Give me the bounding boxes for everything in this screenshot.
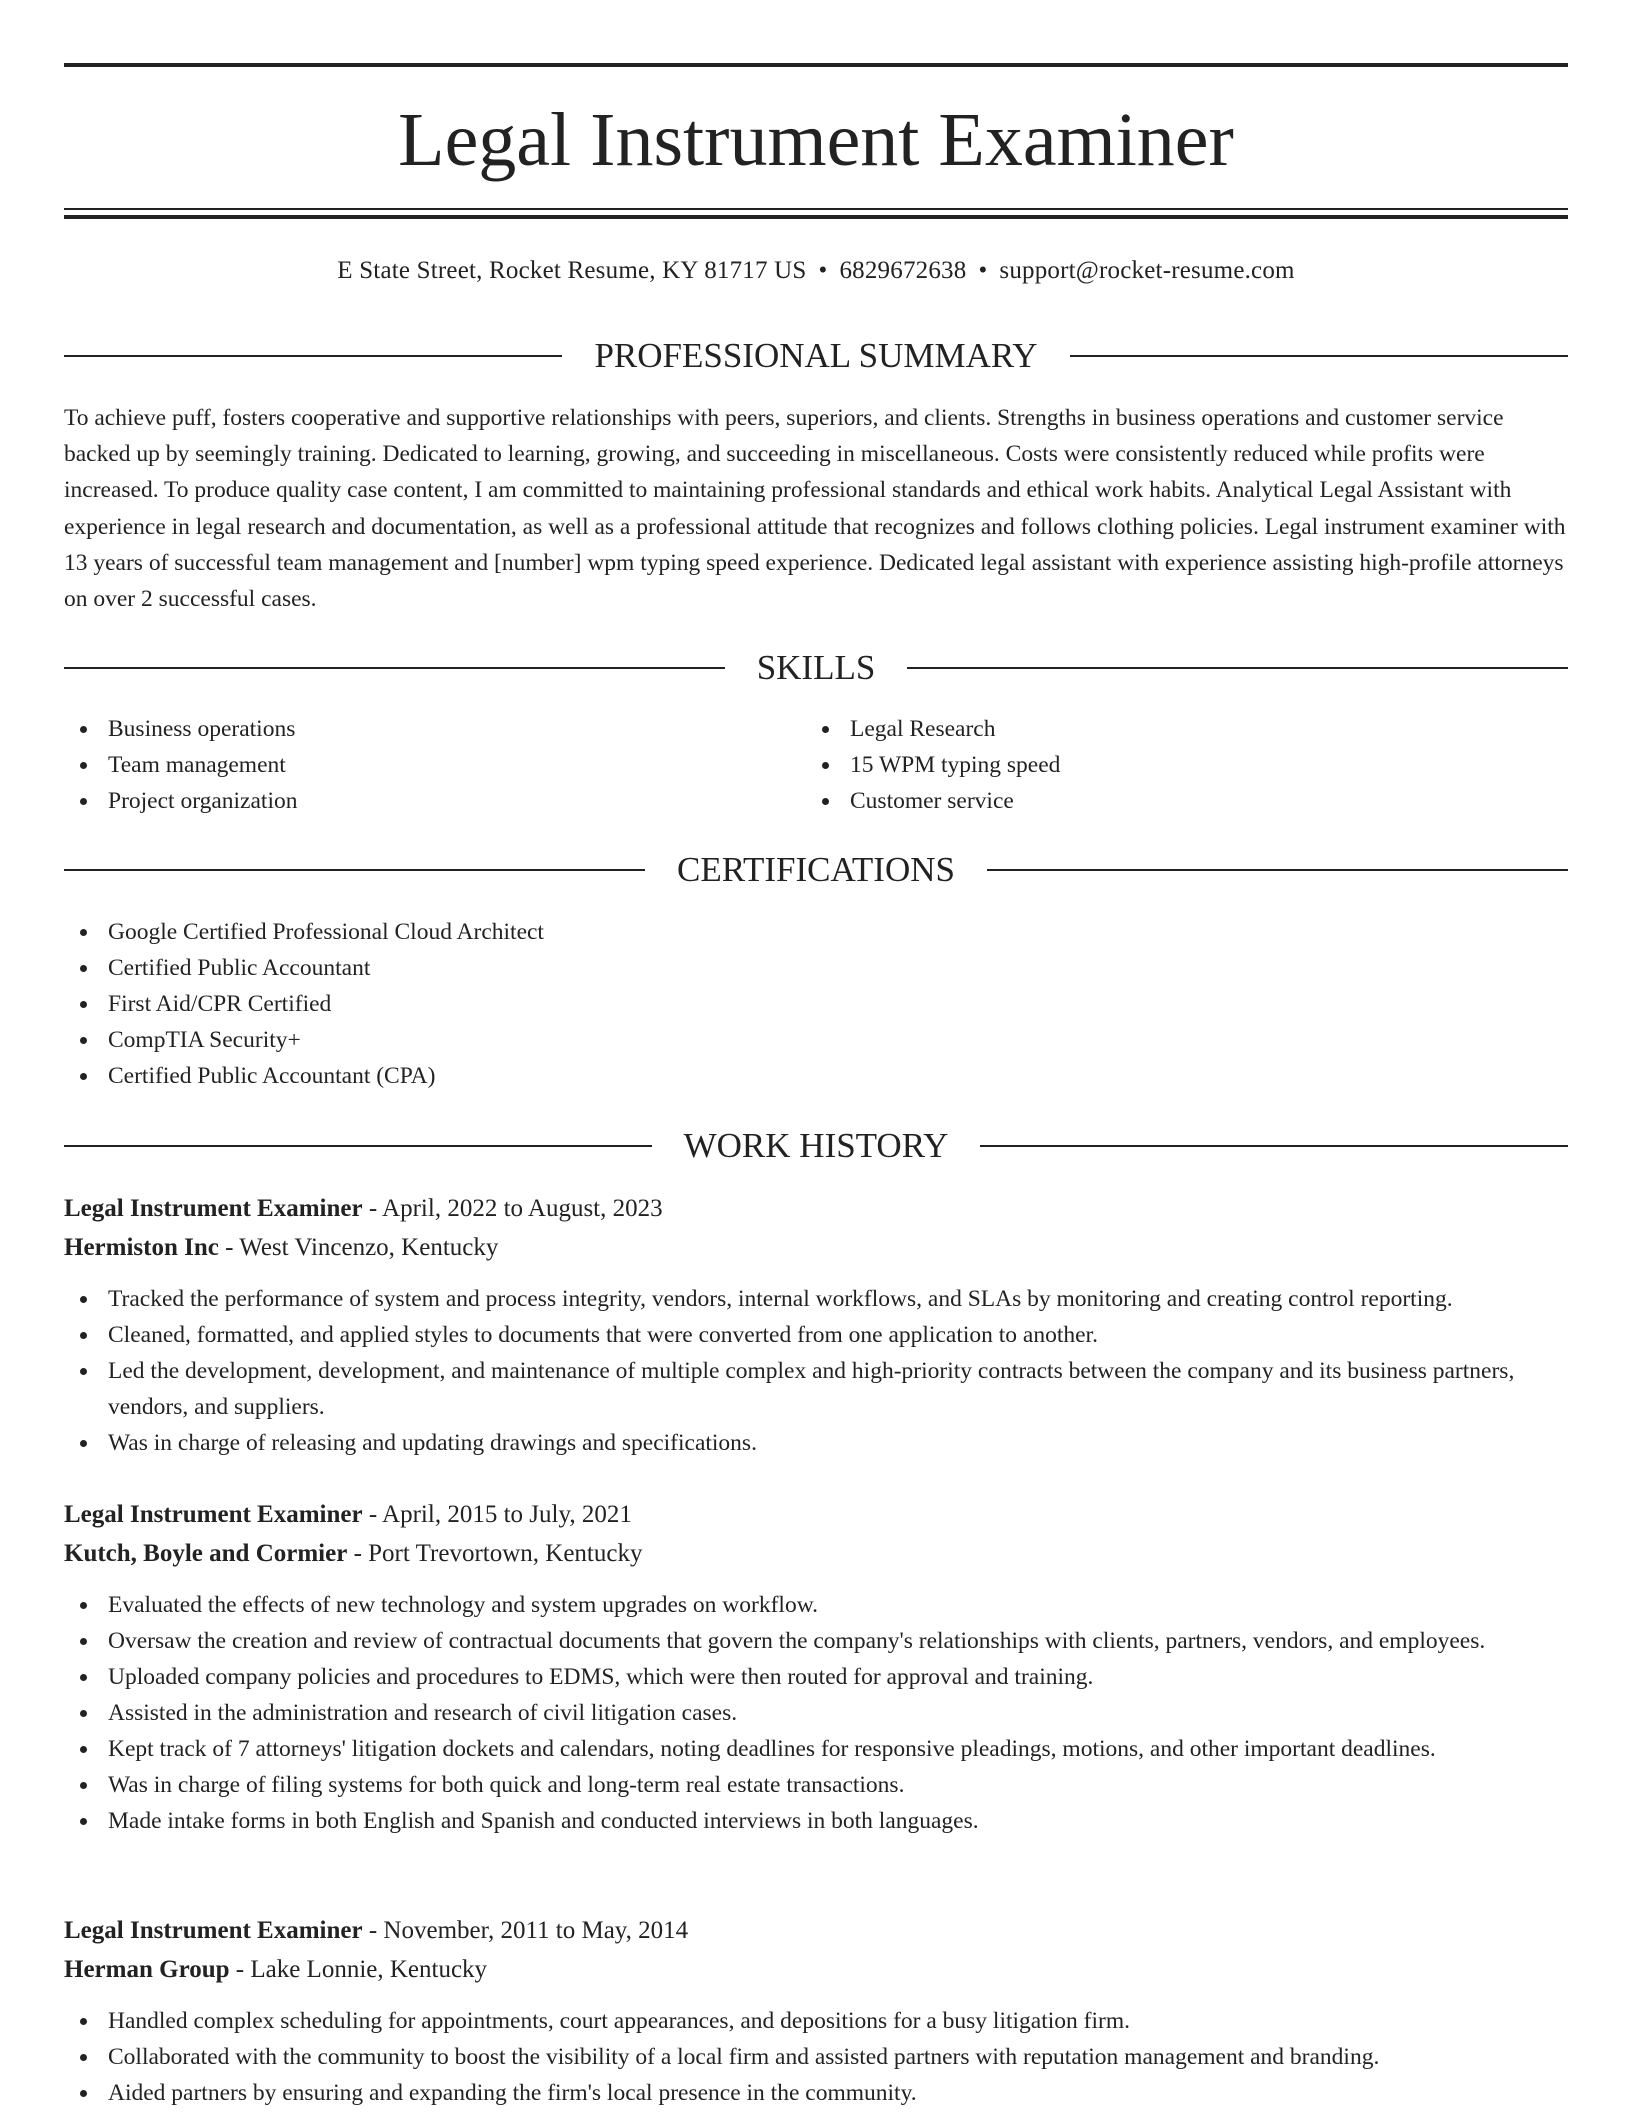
skills-column-right [806,711,1546,819]
certification-item: Certified Public Accountant (CPA) [64,1058,1568,1094]
job-dates: - April, 2022 to August, 2023 [362,1195,663,1222]
certification-item: CompTIA Security+ [64,1022,1568,1058]
job-title-line [64,1911,1568,1950]
section-title: SKILLS [756,648,876,687]
job-company-line [64,1950,1568,1989]
job-bullets [64,2003,1568,2111]
job-bullet: Evaluated the effects of new technology and system upgrades on workflow. [64,1587,1568,1623]
job-bullet: Was in charge of releasing and updating drawings and specifications. [64,1425,1568,1461]
job-bullet: Made intake forms in both English and Spanish and conducted interviews in both languages. [64,1803,1568,1839]
job-dates: - April, 2015 to July, 2021 [362,1501,632,1528]
job-bullet: Collaborated with the community to boost the visibility of a local firm and assisted partners with reputation management and branding. [64,2039,1568,2075]
job-company: Hermiston Inc [64,1234,219,1261]
job-title: Legal Instrument Examiner [64,1195,363,1222]
section-heading-summary [64,334,1568,378]
job-entry [64,1911,1568,2111]
certifications-block [64,914,1568,1094]
heading-rule-right [987,869,1568,871]
job-company-line [64,1228,1568,1267]
job-location: - Port Trevortown, Kentucky [347,1540,643,1567]
job-company: Kutch, Boyle and Cormier [64,1540,348,1567]
skill-item: Team management [64,747,804,783]
job-bullet: Cleaned, formatted, and applied styles to documents that were converted from one application to another. [64,1317,1568,1353]
contact-separator: • [978,257,988,284]
skills-list-right [806,711,1546,819]
section-heading-skills [64,646,1568,690]
section-title: PROFESSIONAL SUMMARY [594,336,1038,375]
heading-rule-right [980,1145,1568,1147]
heading-rule-left [64,869,645,871]
job-bullet: Assisted in the administration and research of civil litigation cases. [64,1695,1568,1731]
heading-rule-left [64,1145,652,1147]
section-title: WORK HISTORY [683,1126,949,1165]
skill-item: 15 WPM typing speed [806,747,1546,783]
job-title-line [64,1189,1568,1228]
skill-item: Customer service [806,783,1546,819]
resume-title: Legal Instrument Examiner [398,98,1234,182]
job-bullets [64,1281,1568,1461]
certifications-list [64,914,1568,1094]
skills-list-left [64,711,804,819]
job-title: Legal Instrument Examiner [64,1917,363,1944]
contact-email[interactable]: support@rocket-resume.com [999,257,1295,284]
header-rule-upper [64,208,1568,210]
heading-rule-left [64,355,562,357]
section-heading-certifications [64,848,1568,892]
job-company-line [64,1534,1568,1573]
job-title: Legal Instrument Examiner [64,1501,363,1528]
skill-item: Project organization [64,783,804,819]
job-bullet: Handled complex scheduling for appointments, court appearances, and depositions for a busy litigation firm. [64,2003,1568,2039]
skills-column-left [64,711,804,819]
heading-rule-right [907,667,1568,669]
contact-line [64,254,1568,288]
job-company: Herman Group [64,1956,230,1983]
summary-text: To achieve puff, fosters cooperative and supportive relationships with peers, superiors, and clients. Strengths in business operations and customer service backed up by seemingly training. Dedicated to learning, growing, and succeeding in miscellaneous. Costs were consistently reduced while profits were increased. To produce quality case content, I am committed to maintaining professional standards and ethical work habits. Analytical Legal Assistant with experience in legal research and documentation, as well as a professional attitude that recognizes and follows clothing policies. Legal instrument examiner with 13 years of successful team management and [number] wpm typing speed experience. Dedicated legal assistant with experience assisting high-profile attorneys on over 2 successful cases. [64,405,1566,613]
certification-item: First Aid/CPR Certified [64,986,1568,1022]
job-location: - West Vincenzo, Kentucky [218,1234,499,1261]
job-bullet: Aided partners by ensuring and expanding the firm's local presence in the community. [64,2075,1568,2111]
certification-item: Certified Public Accountant [64,950,1568,986]
job-title-line [64,1495,1568,1534]
job-dates: - November, 2011 to May, 2014 [362,1917,689,1944]
section-heading-work-history [64,1124,1568,1168]
skill-item: Legal Research [806,711,1546,747]
job-bullets [64,1587,1568,1839]
job-bullet: Led the development, development, and maintenance of multiple complex and high-priority contracts between the company and its business partners, vendors, and suppliers. [64,1353,1568,1425]
job-bullet: Tracked the performance of system and process integrity, vendors, internal workflows, and SLAs by monitoring and creating control reporting. [64,1281,1568,1317]
contact-address: E State Street, Rocket Resume, KY 81717 US [337,257,807,284]
heading-rule-right [1070,355,1568,357]
header-top-rule [64,63,1568,67]
job-bullet: Oversaw the creation and review of contractual documents that govern the company's relationships with clients, partners, vendors, and employees. [64,1623,1568,1659]
heading-rule-left [64,667,725,669]
header-rule-lower [64,215,1568,219]
job-bullet: Was in charge of filing systems for both quick and long-term real estate transactions. [64,1767,1568,1803]
contact-separator: • [818,257,828,284]
job-entry [64,1495,1568,1839]
certification-item: Google Certified Professional Cloud Architect [64,914,1568,950]
job-bullet: Kept track of 7 attorneys' litigation dockets and calendars, noting deadlines for responsive pleadings, motions, and other important deadlines. [64,1731,1568,1767]
job-location: - Lake Lonnie, Kentucky [229,1956,488,1983]
job-bullet: Uploaded company policies and procedures to EDMS, which were then routed for approval and training. [64,1659,1568,1695]
contact-phone: 6829672638 [839,257,967,284]
job-entry [64,1189,1568,1461]
section-title: CERTIFICATIONS [677,850,955,889]
skill-item: Business operations [64,711,804,747]
